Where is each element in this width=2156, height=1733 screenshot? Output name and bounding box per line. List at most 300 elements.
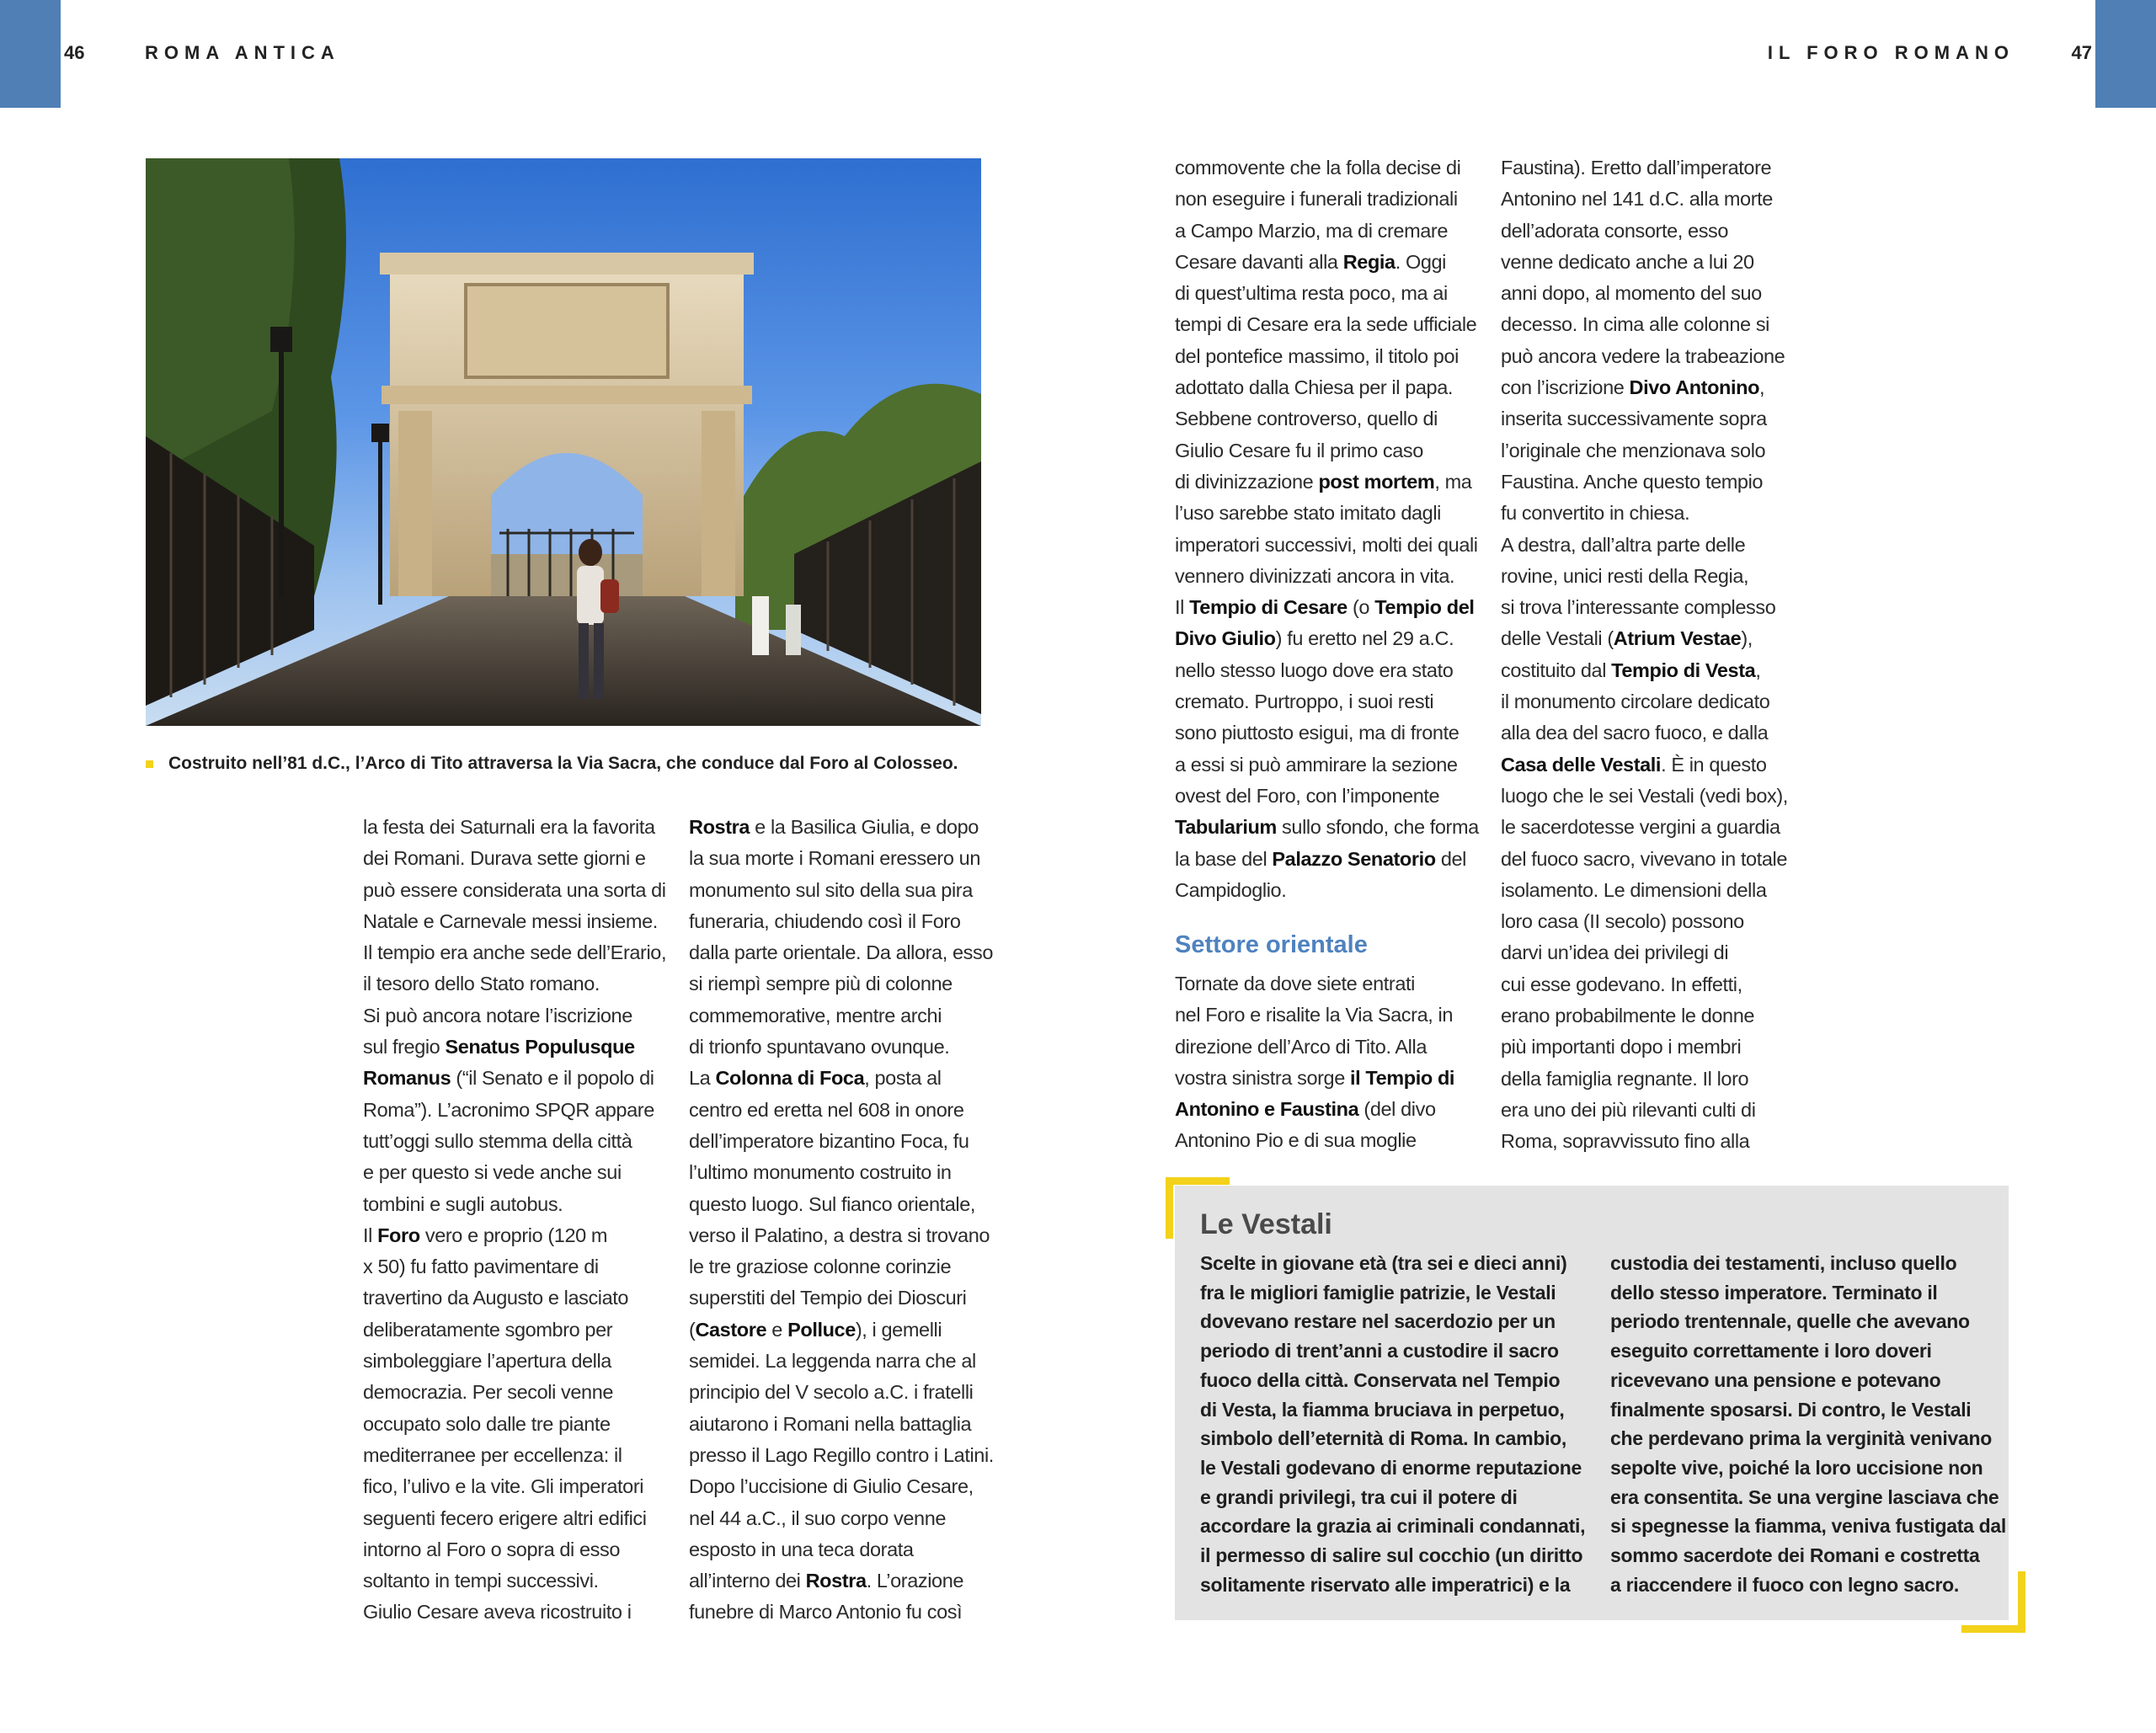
col4-line bbox=[1501, 1064, 1788, 1095]
text-run: tombini e sugli autobus. bbox=[363, 1192, 563, 1215]
col3-top-line bbox=[1175, 403, 1479, 435]
text-run: . Oggi bbox=[1395, 250, 1447, 273]
text-run: , posta al bbox=[864, 1067, 942, 1090]
col3-bottom-line bbox=[1175, 1125, 1454, 1156]
text-run: Roma”). L’acronimo SPQR appare bbox=[363, 1098, 654, 1121]
text-run: la sua morte i Romani eressero un bbox=[689, 847, 980, 870]
col2-line bbox=[689, 1346, 994, 1377]
text-run: democrazia. Per secoli venne bbox=[363, 1381, 614, 1404]
col2-line bbox=[689, 1314, 994, 1346]
col2-line bbox=[689, 968, 994, 1000]
box-line: il permesso di salire sul cocchio (un diritto bbox=[1200, 1544, 1583, 1567]
col4-line bbox=[1501, 717, 1788, 749]
col3-top-line bbox=[1175, 247, 1479, 278]
col3-bottom-line bbox=[1175, 1000, 1454, 1031]
col4-line bbox=[1501, 1032, 1788, 1063]
bold-term: Divo Antonino bbox=[1629, 376, 1760, 399]
col1-line bbox=[363, 1440, 666, 1471]
caption-text: Costruito nell’81 d.C., l’Arco di Tito attraversa la Via Sacra, che conduce dal Foro al Colosseo. bbox=[168, 754, 958, 773]
text-run: . L’orazione bbox=[866, 1570, 964, 1592]
text-run: La bbox=[689, 1067, 716, 1090]
col4-line bbox=[1501, 781, 1788, 812]
text-run: mediterranee per eccellenza: il bbox=[363, 1443, 622, 1466]
col2-line bbox=[689, 1126, 994, 1157]
col1-line bbox=[363, 1032, 666, 1063]
text-run: x 50) fu fatto pavimentare di bbox=[363, 1256, 599, 1278]
bold-term: Divo Giulio bbox=[1175, 627, 1276, 650]
body-column-4 bbox=[1501, 152, 1788, 1158]
text-run: , ma bbox=[1434, 470, 1472, 493]
col1-line bbox=[363, 1534, 666, 1565]
text-run: si trova l’interessante complesso bbox=[1501, 596, 1776, 619]
col1-line bbox=[363, 1220, 666, 1251]
text-run: seguenti fecero erigere altri edifici bbox=[363, 1506, 647, 1529]
col1-line bbox=[363, 937, 666, 968]
text-run: occupato solo dalle tre piante bbox=[363, 1412, 611, 1435]
text-run: Il tempio era anche sede dell’Erario, bbox=[363, 941, 667, 964]
box-line: che perdevano prima la verginità venivano bbox=[1610, 1427, 1992, 1450]
box-line: Scelte in giovane età (tra sei e dieci anni) bbox=[1200, 1252, 1567, 1274]
col4-line bbox=[1501, 309, 1788, 340]
col2-line bbox=[689, 1282, 994, 1314]
col1-line bbox=[363, 1346, 666, 1377]
box-line: periodo di trent’anni a custodire il sacro bbox=[1200, 1340, 1559, 1362]
col4-line bbox=[1501, 969, 1788, 1000]
text-run: Giulio Cesare aveva ricostruito i bbox=[363, 1601, 632, 1624]
text-run: isolamento. Le dimensioni della bbox=[1501, 878, 1767, 901]
text-run: il monumento circolare dedicato bbox=[1501, 691, 1770, 713]
left-page-number: 46 bbox=[64, 42, 85, 63]
text-run: sono piuttosto esigui, ma di fronte bbox=[1175, 722, 1460, 744]
bold-term: Senatus Populusque bbox=[445, 1036, 635, 1058]
text-run: questo luogo. Sul fianco orientale, bbox=[689, 1192, 976, 1215]
col3-top-line bbox=[1175, 530, 1479, 561]
col3-top-line bbox=[1175, 686, 1479, 717]
text-run: soltanto in tempi successivi. bbox=[363, 1570, 599, 1592]
box-line: dello stesso imperatore. Terminato il bbox=[1610, 1281, 1938, 1304]
col1-line bbox=[363, 1157, 666, 1188]
box-line: di Vesta, la fiamma bruciava in perpetuo, bbox=[1200, 1398, 1565, 1421]
box-column-1 bbox=[1200, 1249, 1585, 1599]
text-run: Il bbox=[363, 1224, 378, 1246]
text-run: Roma, sopravvissuto fino alla bbox=[1501, 1130, 1750, 1153]
text-run: all’interno dei bbox=[689, 1570, 806, 1592]
bold-term: Rostra bbox=[805, 1570, 867, 1592]
text-run: vero e proprio (120 m bbox=[419, 1224, 608, 1246]
text-run: (“il Senato e il popolo di bbox=[451, 1067, 654, 1090]
bold-term: Regia bbox=[1342, 250, 1396, 273]
text-run: può ancora vedere la trabeazione bbox=[1501, 344, 1785, 367]
box-line: fra le migliori famiglie patrizie, le Vestali bbox=[1200, 1281, 1556, 1304]
col3-top-line bbox=[1175, 184, 1479, 215]
bold-term: Rostra bbox=[689, 816, 750, 838]
text-run: simboleggiare l’apertura della bbox=[363, 1350, 611, 1373]
text-run: Si può ancora notare l’iscrizione bbox=[363, 1004, 632, 1026]
col1-line bbox=[363, 1377, 666, 1408]
text-run: dell’imperatore bizantino Foca, fu bbox=[689, 1129, 969, 1152]
col1-line bbox=[363, 1314, 666, 1346]
section-heading-settore-orientale: Settore orientale bbox=[1175, 931, 1368, 958]
col4-line bbox=[1501, 906, 1788, 937]
text-run: commovente che la folla decise di bbox=[1175, 157, 1461, 179]
text-run: nel Foro e risalite la Via Sacra, in bbox=[1175, 1004, 1453, 1026]
left-page-tab bbox=[0, 0, 61, 108]
col1-line bbox=[363, 1126, 666, 1157]
text-run: darvi un’idea dei privilegi di bbox=[1501, 941, 1729, 964]
body-column-2 bbox=[689, 812, 994, 1629]
text-run: deliberatamente sgombro per bbox=[363, 1318, 613, 1341]
bold-term: Tempio di Vesta bbox=[1611, 659, 1756, 681]
col3-top-line bbox=[1175, 435, 1479, 467]
right-page-number: 47 bbox=[2071, 42, 2092, 63]
col4-line bbox=[1501, 216, 1788, 247]
col4-line bbox=[1501, 937, 1788, 968]
text-run: più importanti dopo i membri bbox=[1501, 1036, 1742, 1058]
col1-line bbox=[363, 875, 666, 906]
text-run: Faustina. Anche questo tempio bbox=[1501, 470, 1764, 493]
col3-top-line bbox=[1175, 812, 1479, 843]
text-run: si riempì sempre più di colonne bbox=[689, 973, 953, 995]
text-run: vostra sinistra sorge bbox=[1175, 1066, 1351, 1089]
col3-top-line bbox=[1175, 278, 1479, 309]
bold-term: Castore bbox=[695, 1318, 767, 1341]
text-run: non eseguire i funerali tradizionali bbox=[1175, 188, 1458, 211]
text-run: di divinizzazione bbox=[1175, 470, 1319, 493]
text-run: inserita successivamente sopra bbox=[1501, 408, 1767, 430]
text-run: rovine, unici resti della Regia, bbox=[1501, 564, 1749, 587]
text-run: Giulio Cesare fu il primo caso bbox=[1175, 439, 1423, 461]
col4-line bbox=[1501, 341, 1788, 372]
text-run: superstiti del Tempio dei Dioscuri bbox=[689, 1287, 967, 1309]
col4-line bbox=[1501, 403, 1788, 435]
text-run: decesso. In cima alle colonne si bbox=[1501, 313, 1769, 336]
col3-top-line bbox=[1175, 498, 1479, 529]
text-run: l’uso sarebbe stato imitato dagli bbox=[1175, 502, 1441, 525]
text-run: le tre graziose colonne corinzie bbox=[689, 1256, 952, 1278]
col1-line bbox=[363, 1503, 666, 1534]
text-run: delle Vestali ( bbox=[1501, 627, 1614, 650]
col3-top-line bbox=[1175, 749, 1479, 781]
text-run: tutt’oggi sullo stemma della città bbox=[363, 1129, 632, 1152]
col3-top-line bbox=[1175, 309, 1479, 340]
col2-line bbox=[689, 1471, 994, 1502]
col3-top-line bbox=[1175, 372, 1479, 403]
bold-term: Atrium Vestae bbox=[1613, 627, 1742, 650]
box-line: accordare la grazia ai criminali condannati, bbox=[1200, 1515, 1586, 1538]
col1-line bbox=[363, 1251, 666, 1282]
col2-line bbox=[689, 1095, 994, 1126]
text-run: il tesoro dello Stato romano. bbox=[363, 973, 600, 995]
col1-line bbox=[363, 843, 666, 874]
text-run: centro ed eretta nel 608 in onore bbox=[689, 1098, 964, 1121]
text-run: ), i gemelli bbox=[855, 1318, 942, 1341]
bold-term: Tabularium bbox=[1175, 816, 1277, 839]
text-run: funebre di Marco Antonio fu così bbox=[689, 1601, 963, 1624]
col1-line bbox=[363, 1282, 666, 1314]
text-run: con l’iscrizione bbox=[1501, 376, 1630, 399]
col4-line bbox=[1501, 655, 1788, 686]
col3-top-line bbox=[1175, 844, 1479, 875]
box-line: si spegnesse la fiamma, veniva fustigata dal bbox=[1610, 1515, 2007, 1538]
col2-line bbox=[689, 843, 994, 874]
col2-line bbox=[689, 1440, 994, 1471]
col2-line bbox=[689, 875, 994, 906]
col4-line bbox=[1501, 467, 1788, 498]
col2-line bbox=[689, 937, 994, 968]
col4-line bbox=[1501, 749, 1788, 781]
col4-line bbox=[1501, 152, 1788, 184]
arch-of-titus-photo bbox=[146, 158, 981, 726]
text-run: costituito dal bbox=[1501, 659, 1612, 681]
col2-line bbox=[689, 1251, 994, 1282]
text-run: cremato. Purtroppo, i suoi resti bbox=[1175, 691, 1434, 713]
text-run: la base del bbox=[1175, 847, 1273, 870]
text-run: loro casa (II secolo) possono bbox=[1501, 910, 1744, 933]
col4-line bbox=[1501, 435, 1788, 467]
col1-line bbox=[363, 906, 666, 937]
text-run: direzione dell’Arco di Tito. Alla bbox=[1175, 1035, 1427, 1058]
col1-line bbox=[363, 1189, 666, 1220]
box-line: simbolo dell’eternità di Roma. In cambio, bbox=[1200, 1427, 1566, 1450]
text-run: Natale e Carnevale messi insieme. bbox=[363, 909, 658, 932]
left-running-head: ROMA ANTICA bbox=[145, 42, 340, 63]
box-line: fuoco della città. Conservata nel Tempio bbox=[1200, 1368, 1561, 1391]
col2-line bbox=[689, 906, 994, 937]
text-run: Antonino Pio e di sua moglie bbox=[1175, 1129, 1417, 1152]
text-run: della famiglia regnante. Il loro bbox=[1501, 1067, 1749, 1090]
text-run: imperatori successivi, molti dei quali bbox=[1175, 533, 1478, 556]
box-line: ricevevano una pensione e potevano bbox=[1610, 1368, 1941, 1391]
text-run: Cesare davanti alla bbox=[1175, 250, 1343, 273]
box-line: dovevano restare nel sacerdozio per un bbox=[1200, 1310, 1556, 1333]
col3-bottom-line bbox=[1175, 1094, 1454, 1125]
right-running-head: IL FORO ROMANO bbox=[1767, 42, 2015, 63]
col3-top-line bbox=[1175, 341, 1479, 372]
text-run: ), bbox=[1741, 627, 1753, 650]
text-run: può essere considerata una sorta di bbox=[363, 878, 666, 901]
col2-line bbox=[689, 1503, 994, 1534]
box-line: le Vestali godevano di enorme reputazione bbox=[1200, 1456, 1582, 1479]
text-run: presso il Lago Regillo contro i Latini. bbox=[689, 1443, 994, 1466]
col4-line bbox=[1501, 184, 1788, 215]
col4-line bbox=[1501, 1095, 1788, 1126]
text-run: di quest’ultima resta poco, ma ai bbox=[1175, 282, 1448, 305]
bold-term: Colonna di Foca bbox=[715, 1067, 865, 1090]
col1-line bbox=[363, 1095, 666, 1126]
text-run: luogo che le sei Vestali (vedi box), bbox=[1501, 784, 1788, 807]
text-run: tempi di Cesare era la sede ufficiale bbox=[1175, 313, 1477, 336]
text-run: e la Basilica Giulia, e dopo bbox=[750, 816, 979, 838]
text-run: A destra, dall’altra parte delle bbox=[1501, 533, 1746, 556]
text-run: verso il Palatino, a destra si trovano bbox=[689, 1224, 990, 1246]
box-title: Le Vestali bbox=[1200, 1208, 1332, 1240]
col4-line bbox=[1501, 592, 1788, 623]
text-run: Faustina). Eretto dall’imperatore bbox=[1501, 157, 1772, 179]
caption-bullet-icon bbox=[146, 760, 153, 768]
text-run: sul fregio bbox=[363, 1036, 446, 1058]
col3-top-line bbox=[1175, 152, 1479, 184]
col1-line bbox=[363, 1063, 666, 1094]
text-run: intorno al Foro o sopra di esso bbox=[363, 1538, 621, 1560]
box-line: sommo sacerdote dei Romani e costretta bbox=[1610, 1544, 1980, 1567]
bold-term: Tempio di Cesare bbox=[1189, 596, 1348, 619]
col3-top-line bbox=[1175, 561, 1479, 592]
text-run: le sacerdotesse vergini a guardia bbox=[1501, 816, 1780, 839]
text-run: la festa dei Saturnali era la favorita bbox=[363, 816, 655, 838]
col1-line bbox=[363, 1471, 666, 1502]
text-run: erano probabilmente le donne bbox=[1501, 1005, 1755, 1027]
text-run: del pontefice massimo, il titolo poi bbox=[1175, 344, 1459, 367]
col4-line bbox=[1501, 1126, 1788, 1157]
col4-line bbox=[1501, 498, 1788, 529]
bold-term: Palazzo Senatorio bbox=[1272, 847, 1436, 870]
text-run: monumento sul sito della sua pira bbox=[689, 878, 973, 901]
col2-line bbox=[689, 1157, 994, 1188]
text-run: . È in questo bbox=[1661, 753, 1767, 776]
text-run: del fuoco sacro, vivevano in totale bbox=[1501, 847, 1788, 870]
col2-line bbox=[689, 1000, 994, 1032]
text-run: a essi si può ammirare la sezione bbox=[1175, 753, 1458, 776]
col1-line bbox=[363, 1565, 666, 1597]
text-run: travertino da Augusto e lasciato bbox=[363, 1287, 629, 1309]
col2-line bbox=[689, 1063, 994, 1094]
body-column-3-bottom bbox=[1175, 968, 1454, 1157]
col3-top-line bbox=[1175, 655, 1479, 686]
text-run: semidei. La leggenda narra che al bbox=[689, 1350, 976, 1373]
text-run: di trionfo spuntavano ovunque. bbox=[689, 1036, 950, 1058]
col4-line bbox=[1501, 561, 1788, 592]
box-line: e grandi privilegi, tra cui il potere di bbox=[1200, 1485, 1518, 1508]
text-run: Campidoglio. bbox=[1175, 878, 1287, 901]
text-run: aiutarono i Romani nella battaglia bbox=[689, 1412, 972, 1435]
col2-line bbox=[689, 1409, 994, 1440]
text-run: nel 44 a.C., il suo corpo venne bbox=[689, 1506, 947, 1529]
text-run: fu convertito in chiesa. bbox=[1501, 502, 1690, 525]
col4-line bbox=[1501, 372, 1788, 403]
text-run: dei Romani. Durava sette giorni e bbox=[363, 847, 646, 870]
text-run: , bbox=[1759, 376, 1765, 399]
col4-line bbox=[1501, 844, 1788, 875]
text-run: l’originale che menzionava solo bbox=[1501, 439, 1766, 461]
text-run: dalla parte orientale. Da allora, esso bbox=[689, 941, 994, 964]
text-run: funeraria, chiudendo così il Foro bbox=[689, 909, 961, 932]
col4-line bbox=[1501, 812, 1788, 843]
col3-top-line bbox=[1175, 592, 1479, 623]
text-run: Tornate da dove siete entrati bbox=[1175, 973, 1415, 994]
col3-top-line bbox=[1175, 781, 1479, 812]
box-line: era consentita. Se una vergine lasciava che bbox=[1610, 1485, 1999, 1508]
text-run: ) fu eretto nel 29 a.C. bbox=[1275, 627, 1454, 650]
box-line: sepolte vive, poiché la loro uccisione non bbox=[1610, 1456, 1983, 1479]
col2-line bbox=[689, 1189, 994, 1220]
col3-top-line bbox=[1175, 623, 1479, 654]
col2-line bbox=[689, 812, 994, 843]
text-run: vennero divinizzati ancora in vita. bbox=[1175, 564, 1455, 587]
col4-line bbox=[1501, 875, 1788, 906]
col2-line bbox=[689, 1377, 994, 1408]
col2-line bbox=[689, 1597, 994, 1628]
arch-illustration bbox=[146, 158, 981, 726]
col3-bottom-line bbox=[1175, 1032, 1454, 1063]
text-run: venne dedicato anche a lui 20 bbox=[1501, 250, 1754, 273]
col2-line bbox=[689, 1565, 994, 1597]
text-run: Sebbene controverso, quello di bbox=[1175, 408, 1438, 430]
box-line: eseguito correttamente i loro doveri bbox=[1610, 1340, 1932, 1362]
text-run: era uno dei più rilevanti culti di bbox=[1501, 1098, 1756, 1121]
col4-line bbox=[1501, 1000, 1788, 1032]
text-run: nello stesso luogo dove era stato bbox=[1175, 659, 1454, 681]
col1-line bbox=[363, 1409, 666, 1440]
box-line: finalmente sposarsi. Di contro, le Vestali bbox=[1610, 1398, 1972, 1421]
text-run: Antonino nel 141 d.C. alla morte bbox=[1501, 188, 1773, 211]
col4-line bbox=[1501, 530, 1788, 561]
text-run: anni dopo, al momento del suo bbox=[1501, 282, 1762, 305]
text-run: l’ultimo monumento costruito in bbox=[689, 1161, 952, 1184]
col3-top-line bbox=[1175, 875, 1479, 906]
col2-line bbox=[689, 1220, 994, 1251]
col3-bottom-line bbox=[1175, 1063, 1454, 1094]
text-run: cui esse godevano. In effetti, bbox=[1501, 973, 1742, 995]
text-run: esposto in una teca dorata bbox=[689, 1538, 914, 1560]
text-run: del bbox=[1435, 847, 1467, 870]
box-column-2 bbox=[1610, 1249, 2006, 1599]
bold-term: Foro bbox=[377, 1224, 420, 1246]
col2-line bbox=[689, 1534, 994, 1565]
text-run: adottato dalla Chiesa per il papa. bbox=[1175, 376, 1453, 399]
box-line: periodo trentennale, quelle che avevano bbox=[1610, 1310, 1970, 1333]
text-run: a Campo Marzio, ma di cremare bbox=[1175, 219, 1449, 242]
text-run: fico, l’ulivo e la vite. Gli imperatori bbox=[363, 1475, 644, 1498]
text-run: ovest del Foro, con l’imponente bbox=[1175, 784, 1440, 807]
bold-term: Romanus bbox=[363, 1067, 451, 1090]
bold-term: post mortem bbox=[1318, 470, 1435, 493]
text-run: (del divo bbox=[1358, 1098, 1436, 1121]
text-run: (o bbox=[1347, 596, 1375, 619]
col2-line bbox=[689, 1032, 994, 1063]
text-run: e per questo si vede anche sui bbox=[363, 1161, 622, 1184]
col4-line bbox=[1501, 247, 1788, 278]
col1-line bbox=[363, 812, 666, 843]
bold-term: il Tempio di bbox=[1350, 1066, 1455, 1089]
box-line: custodia dei testamenti, incluso quello bbox=[1610, 1252, 1957, 1274]
box-line: solitamente riservato alle imperatrici) e la bbox=[1200, 1573, 1571, 1596]
text-run: commemorative, mentre archi bbox=[689, 1004, 942, 1026]
col3-bottom-line bbox=[1175, 968, 1454, 1000]
col4-line bbox=[1501, 686, 1788, 717]
col3-top-line bbox=[1175, 216, 1479, 247]
bold-term: Casa delle Vestali bbox=[1501, 753, 1662, 776]
body-column-1 bbox=[363, 812, 666, 1629]
text-run: alla dea del sacro fuoco, e dalla bbox=[1501, 722, 1769, 744]
col1-line bbox=[363, 1000, 666, 1032]
text-run: e bbox=[766, 1318, 788, 1341]
col4-line bbox=[1501, 623, 1788, 654]
text-run: dell’adorata consorte, esso bbox=[1501, 219, 1729, 242]
text-run: sullo sfondo, che forma bbox=[1276, 816, 1479, 839]
bold-term: Tempio del bbox=[1374, 596, 1475, 619]
text-run: Il bbox=[1175, 596, 1190, 619]
photo-caption bbox=[146, 752, 988, 776]
bold-term: Antonino e Faustina bbox=[1175, 1098, 1359, 1121]
col3-top-line bbox=[1175, 717, 1479, 749]
text-run: , bbox=[1755, 659, 1761, 681]
box-line: a riaccendere il fuoco con legno sacro. bbox=[1610, 1573, 1959, 1596]
col4-line bbox=[1501, 278, 1788, 309]
col1-line bbox=[363, 968, 666, 1000]
body-column-3-top bbox=[1175, 152, 1479, 906]
text-run: Dopo l’uccisione di Giulio Cesare, bbox=[689, 1475, 974, 1498]
col1-line bbox=[363, 1597, 666, 1628]
